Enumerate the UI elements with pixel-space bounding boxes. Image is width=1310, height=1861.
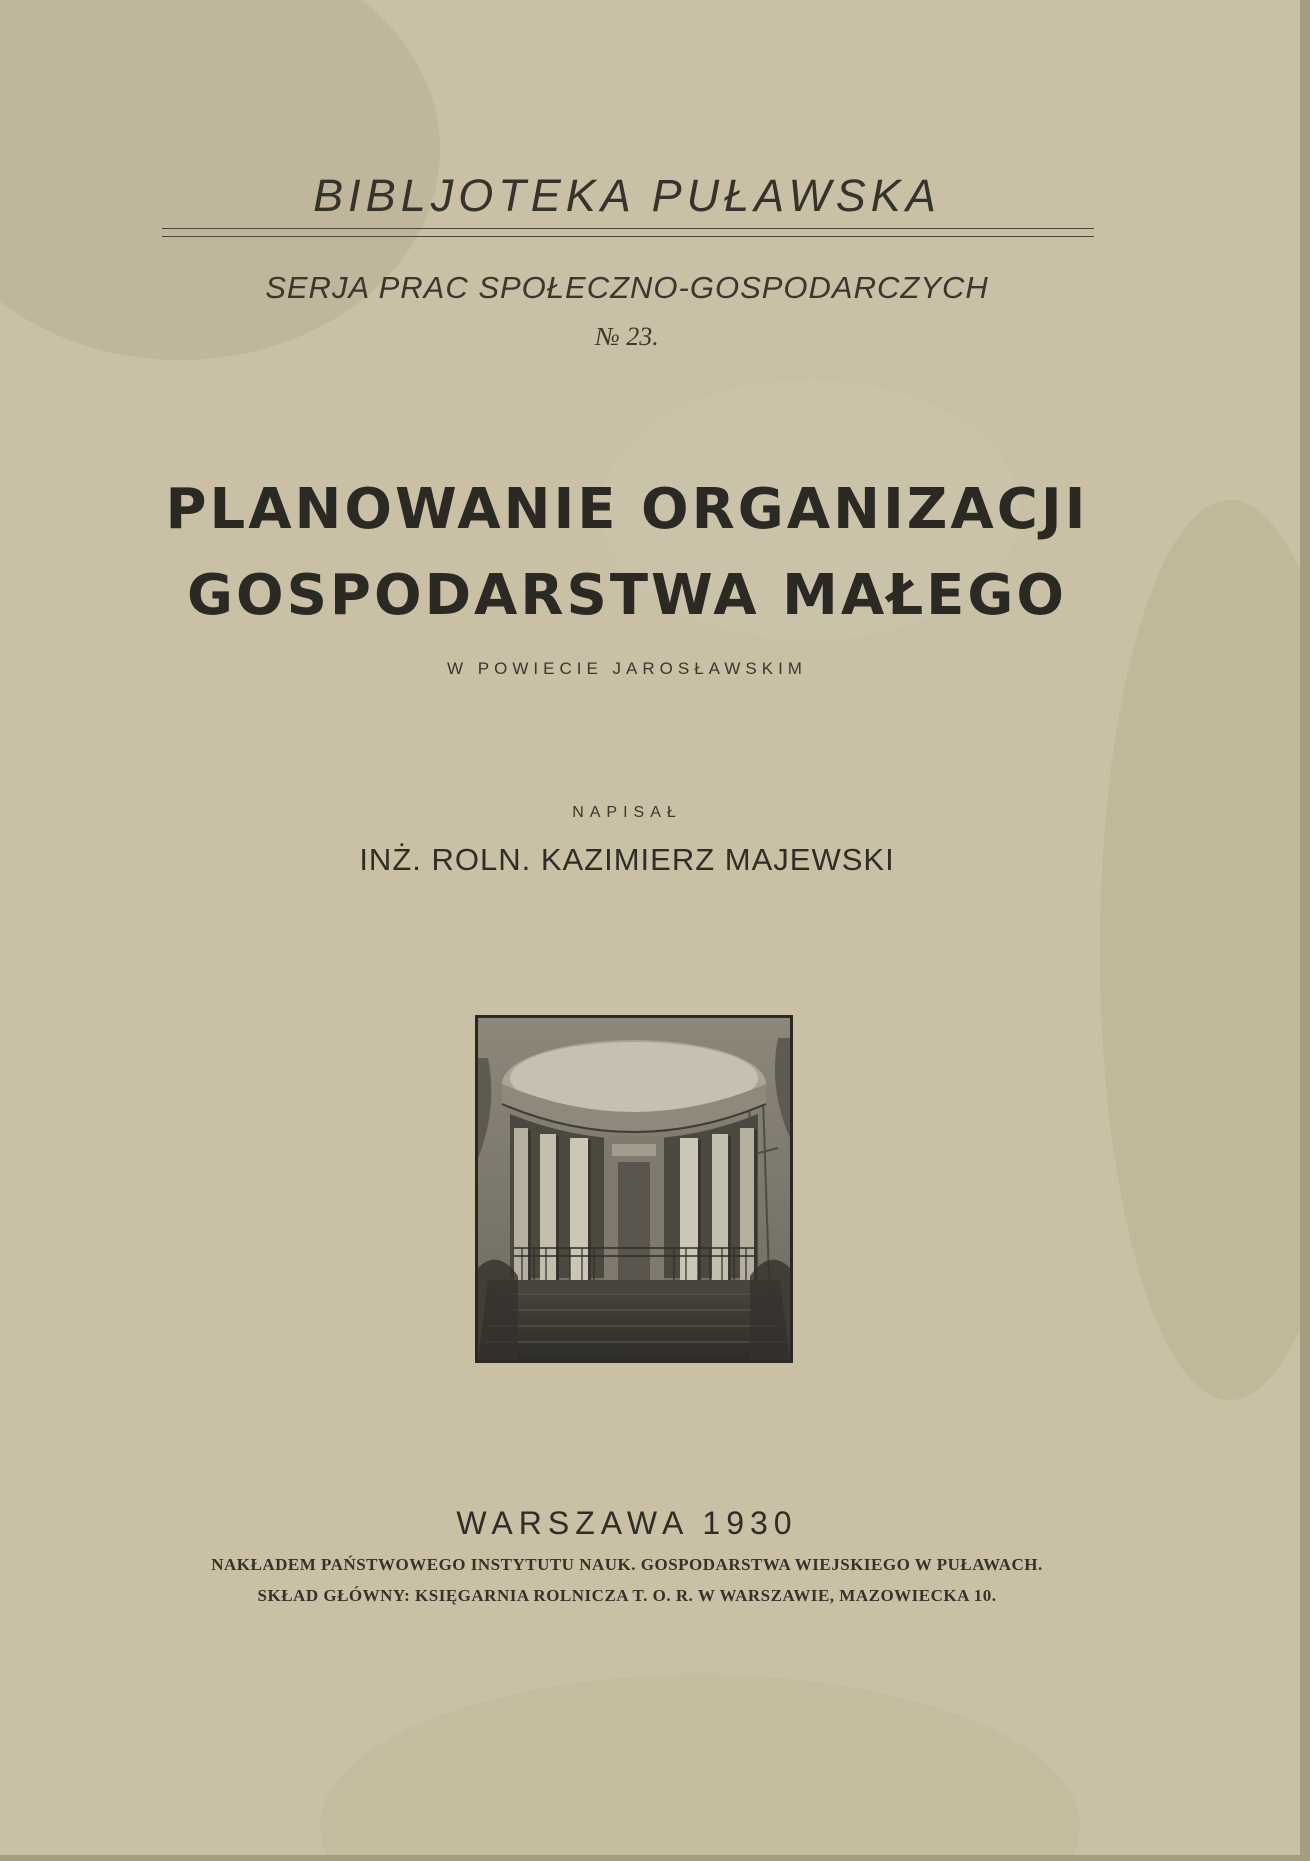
publisher-line: NAKŁADEM PAŃSTWOWEGO INSTYTUTU NAUK. GOSPODARSTWA WIEJSKIEGO W PUŁAWACH. [211, 1555, 1043, 1574]
paper-stain [1100, 500, 1310, 1400]
paper-stain [320, 1675, 1080, 1861]
series-number: № 23. [595, 322, 659, 351]
author-name: INŻ. ROLN. KAZIMIERZ MAJEWSKI [359, 842, 895, 877]
temple-engraving-image [475, 1015, 793, 1363]
book-title-line-2: GOSPODARSTWA MAŁEGO [187, 563, 1067, 628]
book-subtitle: W POWIECIE JAROSŁAWSKIM [447, 659, 807, 678]
distributor-line: SKŁAD GŁÓWNY: KSIĘGARNIA ROLNICZA T. O. R. W WARSZAWIE, MAZOWIECKA 10. [257, 1586, 997, 1605]
book-title-line-1: PLANOWANIE ORGANIZACJI [165, 477, 1089, 542]
series-subtitle: SERJA PRAC SPOŁECZNO-GOSPODARCZYCH [265, 270, 989, 305]
author-label: NAPISAŁ [572, 804, 682, 821]
series-title: BIBLJOTEKA PUŁAWSKA [313, 170, 941, 221]
series-divider-top [162, 228, 1094, 229]
temple-engraving-illustration [478, 1018, 790, 1360]
series-divider-bottom [162, 236, 1094, 237]
publication-place-year: WARSZAWA 1930 [456, 1505, 798, 1541]
